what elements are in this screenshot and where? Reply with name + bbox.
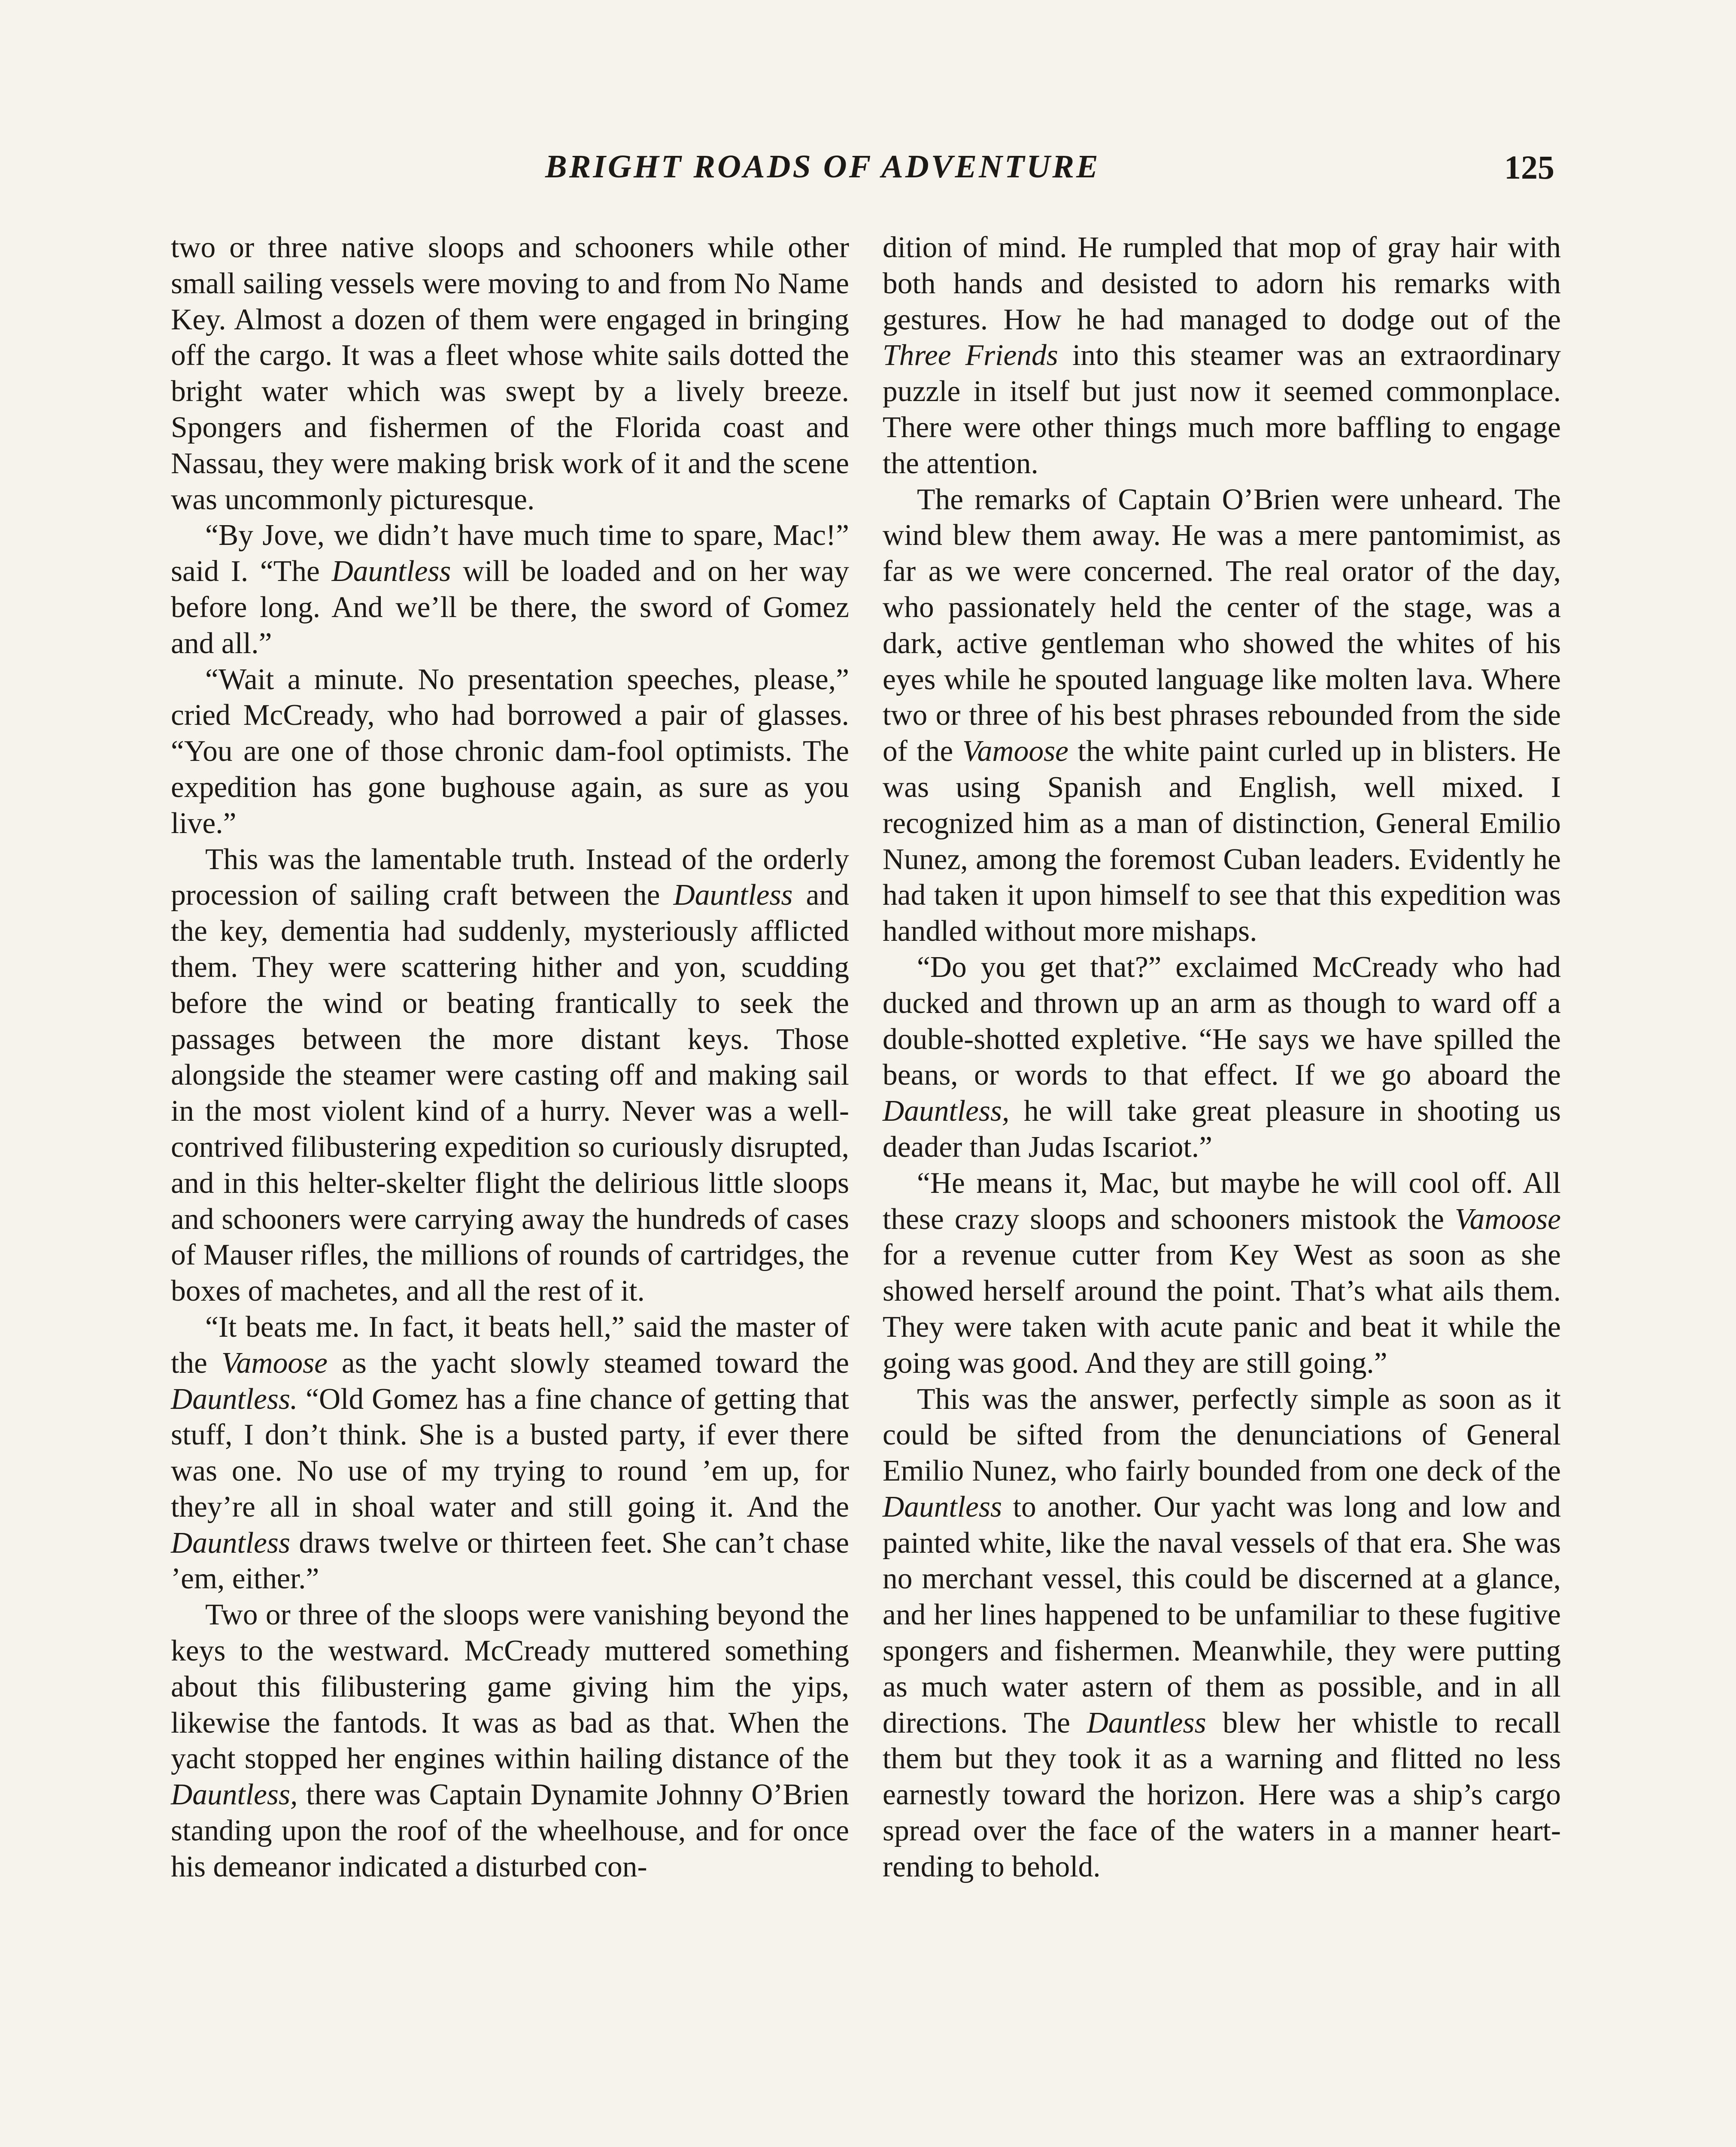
italic-text: Vamoose (221, 1346, 328, 1380)
paragraph (171, 517, 849, 661)
italic-text: Dauntless, (171, 1778, 298, 1812)
text-run: This was the lamentable truth. Instead of the orderly procession of sailing craft between the (171, 842, 849, 912)
text-run: “By Jove, we didn’t have much time to spare, Mac!” said I. “The (171, 519, 849, 588)
text-run: into this steamer was an extraordinary puzzle in itself but just now it seemed commonplace. There were other things much more baffling to engage the attention. (883, 339, 1561, 480)
text-run: draws twelve or thirteen feet. She can’t chase ’em, either.” (171, 1526, 849, 1596)
text-run: the white paint curled up in blisters. He was using Spanish and English, well mixed. I recognized him as a man of distinction, General Emilio Nunez, among the foremost Cuban leaders. Evidently he had taken it upon himself to see that this expedition was handled without more mishaps. (883, 735, 1561, 948)
text-run: “Wait a minute. No presentation speeches, please,” cried McCready, who had borrowed a pair of glasses. “You are one of those chronic dam-fool optimists. The expedition has gone bughouse again, as sure as you live.” (171, 663, 849, 840)
italic-text: Vamoose (1454, 1202, 1561, 1236)
paragraph (883, 1381, 1561, 1885)
italic-text: Dauntless (883, 1490, 1002, 1524)
paragraph (883, 949, 1561, 1165)
text-run: “He means it, Mac, but maybe he will cool off. All these crazy sloops and schooners mistook the (883, 1166, 1561, 1236)
text-run: will be loaded and on her way before long. And we’ll be there, the sword of Gomez and all.” (171, 555, 849, 660)
text-run: dition of mind. He rumpled that mop of gray hair with both hands and desisted to adorn his remarks with gestures. How he had managed to dodge out of the (883, 231, 1561, 336)
text-run: as the yacht slowly steamed toward the (327, 1346, 849, 1380)
text-column-right (883, 230, 1561, 1885)
text-column-left (171, 230, 849, 1885)
text-run: “Old Gomez has a fine chance of getting that stuff, I don’t think. She is a busted party, if ever there was one. No use of my trying to round ’em up, for they’re all in shoal water and still going it. And the (171, 1382, 849, 1524)
page-number: 125 (1504, 149, 1554, 186)
text-run: blew her whistle to recall them but they took it as a warning and flitted no less earnestly toward the horizon. Here was a ship’s cargo spread over the face of the waters in a manner heart-rending to behold. (883, 1706, 1561, 1883)
paragraph (171, 1597, 849, 1885)
text-run: for a revenue cutter from Key West as soon as she showed herself around the point. That’s what ails them. They were taken with acute panic and beat it while the going was good. And they are still going.” (883, 1238, 1561, 1380)
text-run: The remarks of Captain O’Brien were unheard. The wind blew them away. He was a mere pantomimist, as far as we were concerned. The real orator of the day, who passionately held the center of the stage, was a dark, active gentleman who showed the whites of his eyes while he spouted language like molten lava. Where two or three of his best phrases rebounded from the side of the (883, 483, 1561, 768)
paragraph (171, 842, 849, 1309)
italic-text: Dauntless. (171, 1382, 298, 1416)
italic-text: Dauntless (331, 555, 451, 588)
text-run: This was the answer, perfectly simple as soon as it could be sifted from the denunciations of General Emilio Nunez, who fairly bounded from one deck of the (883, 1382, 1561, 1488)
text-run: Two or three of the sloops were vanishing beyond the keys to the westward. McCready muttered something about this filibustering game giving him the yips, likewise the fantods. It was as bad as that. When the yacht stopped her engines within hailing distance of the (171, 1598, 849, 1776)
text-run: there was Captain Dynamite Johnny O’Brien standing upon the roof of the wheelhouse, and for once his demeanor indicated a disturbed con- (171, 1778, 849, 1883)
italic-text: Dauntless (171, 1526, 290, 1560)
text-run: he will take great pleasure in shooting us deader than Judas Iscariot.” (883, 1095, 1561, 1164)
paragraph (171, 230, 849, 517)
italic-text: Three Friends (883, 339, 1058, 372)
text-run: to another. Our yacht was long and low and painted white, like the naval vessels of that era. She was no merchant vessel, this could be discerned at a glance, and her lines happened to be unfamiliar to these fugitive spongers and fishermen. Meanwhile, they were putting as much water astern of them as possible, and in all directions. The (883, 1490, 1561, 1739)
paragraph (883, 230, 1561, 482)
text-run: and the key, dementia had suddenly, mysteriously afflicted them. They were scattering hither and yon, scudding before the wind or beating frantically to seek the passages between the more distant keys. Those alongside the steamer were casting off and making sail in the most violent kind of a hurry. Never was a well-contrived filibustering expedition so curiously disrupted, and in this helter-skelter flight the delirious little sloops and schooners were carrying away the hundreds of cases of Mauser rifles, the millions of rounds of cartridges, the boxes of machetes, and all the rest of it. (171, 879, 849, 1308)
paragraph (883, 482, 1561, 949)
italic-text: Dauntless (1087, 1706, 1206, 1739)
paragraph (171, 1309, 849, 1597)
paragraph (171, 662, 849, 842)
italic-text: Vamoose (962, 735, 1068, 768)
text-run: “It beats me. In fact, it beats hell,” said the master of the (171, 1310, 849, 1380)
running-head: BRIGHT ROADS OF ADVENTURE (545, 149, 1100, 185)
italic-text: Dauntless (673, 879, 793, 912)
text-run: “Do you get that?” exclaimed McCready who had ducked and thrown up an arm as though to ward off a double-shotted expletive. “He says we have spilled the beans, or words to that effect. If we go aboard the (883, 950, 1561, 1092)
italic-text: Dauntless, (883, 1095, 1010, 1128)
paragraph (883, 1165, 1561, 1381)
text-run: two or three native sloops and schooners while other small sailing vessels were moving to and from No Name Key. Almost a dozen of them were engaged in bringing off the cargo. It was a fleet whose white sails dotted the bright water which was swept by a lively breeze. Spongers and fishermen of the Florida coast and Nassau, they were making brisk work of it and the scene was uncommonly picturesque. (171, 231, 849, 516)
